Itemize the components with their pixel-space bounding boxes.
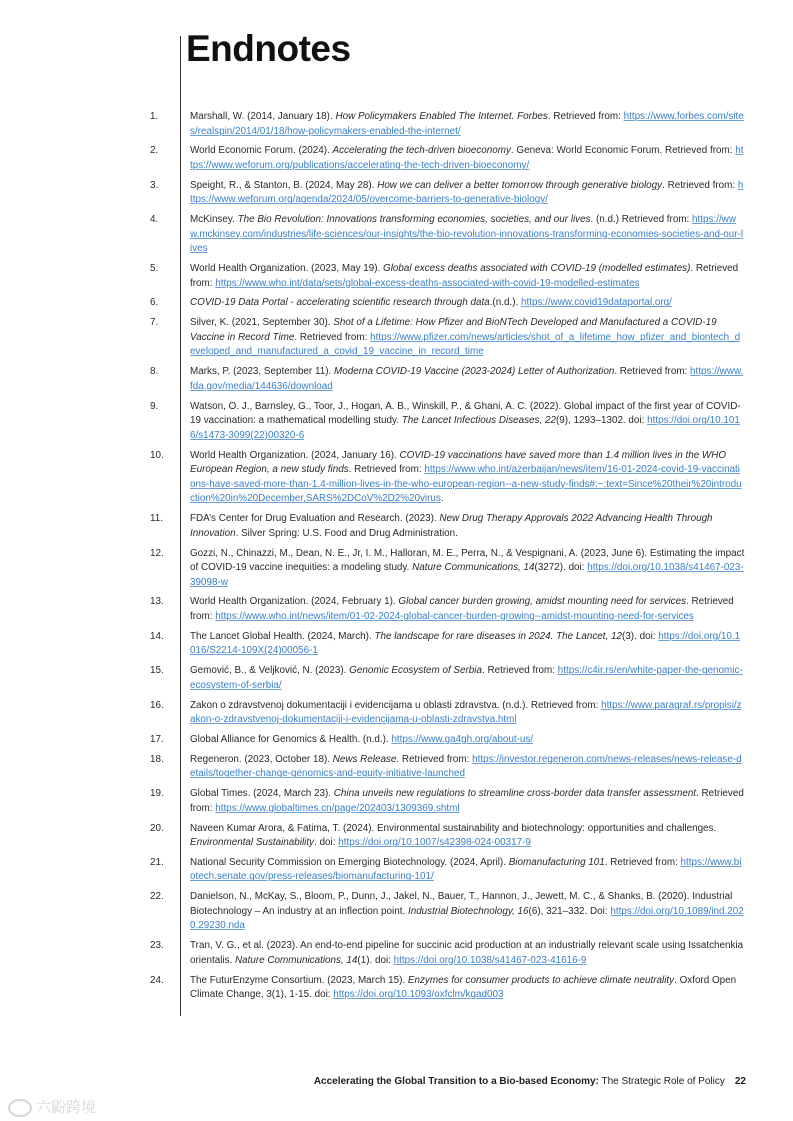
endnote-text: . Silver Spring: U.S. Food and Drug Administration.	[235, 527, 458, 539]
endnote-item	[0, 974, 745, 1003]
endnote-item	[0, 630, 745, 659]
endnote-item	[0, 316, 745, 360]
watermark-text: 六鼢跨境	[36, 1099, 97, 1116]
endnote-text: World Health Organization. (2023, May 19).	[190, 263, 384, 275]
endnote-link[interactable]: https://doi.org/10.1093/oxfclm/kgad003	[333, 989, 504, 1001]
endnote-number: 2.	[150, 145, 159, 157]
endnote-italic-title: Industrial Biotechnology, 16	[407, 905, 529, 917]
endnote-number: 24.	[150, 974, 164, 986]
endnote-number: 1.	[150, 111, 159, 122]
endnote-text: . Retrieved from:	[190, 263, 739, 289]
endnote-italic-title: Environmental Sustainability	[190, 837, 315, 849]
endnote-link[interactable]: https://www.pfizer.com/news/articles/shot_of_a_lifetime_how_pfizer_and_biontech_developed_and_manufactured_a_covid_19_vaccine_in_record_time	[190, 331, 741, 358]
endnote-item	[0, 753, 745, 782]
endnote-link[interactable]: https://www.weforum.org/publications/accelerating-the-tech-driven-bioeconomy/	[190, 145, 744, 171]
endnote-italic-title: COVID-19 Data Portal - accelerating scientific research through data	[190, 297, 490, 309]
endnote-number: 23.	[150, 940, 164, 952]
endnote-item	[0, 822, 745, 851]
endnote-item	[0, 400, 745, 444]
page-title: Endnotes	[186, 28, 351, 69]
endnote-item	[0, 699, 745, 728]
endnote-item	[0, 144, 745, 173]
endnote-link[interactable]: https://www.globaltimes.cn/page/202403/1309369.shtml	[215, 802, 460, 814]
endnote-number: 15.	[150, 665, 164, 677]
endnote-link[interactable]: https://c4ir.rs/en/white-paper-the-genomic-ecosystem-of-serbia/	[190, 665, 743, 691]
page-number: 22	[734, 1076, 746, 1087]
endnote-link[interactable]: https://www.who.int/data/sets/global-excess-deaths-associated-with-covid-19-modelled-estimates	[215, 277, 640, 289]
endnote-number: 8.	[150, 366, 159, 378]
endnote-text: Gozzi, N., Chinazzi, M., Dean, N. E., Jr, I. M., Halloran, M. E., Perra, N., & Vespignani, A. (2023, June 6). Estimating the impact of COVID-19 vaccine inequities: a modeling study.	[190, 547, 745, 574]
endnote-item	[0, 595, 745, 624]
endnote-link[interactable]: https://doi.org/10.1089/ind.2020.29230.nda	[190, 905, 744, 932]
endnote-link[interactable]: https://doi.org/10.1038/s41467-023-41616-9	[393, 954, 587, 966]
endnote-link[interactable]: https://investor.regeneron.com/news-releases/news-release-details/together-change-genomics-and-equity-initiative-launched	[190, 753, 742, 780]
endnote-number: 17.	[150, 733, 164, 745]
endnote-item	[0, 547, 745, 591]
endnote-number: 10.	[150, 449, 164, 461]
endnote-text: Marshall, W. (2014, January 18).	[190, 111, 336, 122]
endnote-text: The Lancet Global Health. (2024, March).	[190, 630, 375, 642]
endnote-link[interactable]: https://www.covid19dataportal.org/	[520, 297, 672, 309]
endnote-text: Marks, P. (2023, September 11).	[190, 366, 334, 378]
endnote-text: (1). doi:	[357, 954, 394, 966]
endnote-italic-title: News Release	[332, 753, 397, 765]
endnote-text: (6), 321–332. Doi:	[528, 905, 611, 917]
endnote-italic-title: China unveils new regulations to streamline cross-border data transfer assessment	[333, 788, 697, 800]
endnote-text: .(n.d.).	[489, 297, 521, 309]
endnote-italic-title: Enzymes for consumer products to achieve climate neutrality	[407, 974, 675, 986]
endnote-text: . Retrieved from:	[614, 366, 691, 378]
endnote-link[interactable]: https://www.paragraf.rs/propisi/zakon-o-zdravstvenoj-dokumentaciji-i-evidencijama-u-oblasti-zdravstva.html	[190, 699, 742, 726]
endnote-link[interactable]: https://doi.org/10.1007/s42398-024-00317-9	[338, 837, 531, 849]
endnote-text: Tran, V. G., et al. (2023). An end-to-end pipeline for succinic acid production at an industrially relevant scale using Issatchenkia orientalis.	[190, 940, 744, 966]
endnote-item	[0, 365, 745, 394]
endnote-text: . Geneva: World Economic Forum. Retrieved from:	[510, 145, 736, 157]
endnote-item	[0, 733, 745, 748]
endnote-italic-title: Shot of a Lifetime: How Pfizer and BioNTech Developed and Manufactured a COVID-19 Vaccine in Record Time	[190, 317, 717, 343]
endnote-link[interactable]: https://www.weforum.org/agenda/2024/05/overcome-barriers-to-generative-biology/	[190, 179, 744, 206]
endnote-text: (3272). doi:	[534, 562, 588, 574]
endnote-number: 20.	[150, 822, 164, 834]
endnote-text: World Health Organization. (2024, January 16).	[190, 449, 400, 461]
endnote-number: 13.	[150, 596, 164, 608]
endnote-text: . Retrieved from:	[190, 788, 744, 814]
endnote-italic-title: Nature Communications, 14	[235, 954, 358, 966]
endnote-number: 7.	[150, 317, 159, 329]
watermark-logo-icon	[8, 1099, 32, 1117]
endnote-text: World Health Organization. (2024, February 1).	[190, 596, 399, 608]
endnote-text: . Retrieved from:	[190, 596, 734, 623]
endnote-text: . (n.d.) Retrieved from:	[590, 214, 693, 226]
endnote-text: (9), 1293–1302. doi:	[555, 415, 648, 427]
endnote-item	[0, 110, 745, 139]
endnote-link[interactable]: https://www.biotech.senate.gov/press-releases/biomanufacturing-101/	[190, 856, 742, 883]
endnote-number: 14.	[150, 630, 164, 642]
endnote-text: . Oxford Open Climate Change, 3(1), 1-15. doi:	[190, 974, 737, 1001]
endnote-item	[0, 939, 745, 968]
endnote-number: 21.	[150, 856, 164, 868]
endnote-link[interactable]: https://doi.org/10.1038/s41467-023-39098-w	[190, 562, 744, 588]
endnote-italic-title: Nature Communications, 14	[412, 562, 535, 574]
endnote-item	[0, 296, 745, 311]
endnote-text: Gemović, B., & Veljković, N. (2023).	[190, 665, 350, 677]
endnote-number: 12.	[150, 547, 164, 559]
footer-report-subtitle: The Strategic Role of Policy	[598, 1076, 725, 1087]
endnote-text: . Retrieved from:	[662, 179, 738, 191]
endnote-number: 18.	[150, 753, 164, 765]
endnote-number: 19.	[150, 788, 164, 800]
endnote-text: Naveen Kumar Arora, & Fatima, T. (2024). Environmental sustainability and biotechnology: opportunities and challenges.	[190, 822, 717, 834]
endnote-text: Watson, O. J., Barnsley, G., Toor, J., Hogan, A. B., Winskill, P., & Ghani, A. C. (2022). Global impact of the first year of COVID-19 vaccination: a mathematical modelling study.	[190, 400, 741, 427]
endnote-item	[0, 213, 745, 257]
endnote-link[interactable]: https://www.who.int/news/item/01-02-2024-global-cancer-burden-growing--amidst-mounting-need-for-services	[215, 611, 694, 623]
endnote-item	[0, 890, 745, 934]
endnote-text: Speight, R., & Stanton, B. (2024, May 28).	[190, 179, 378, 191]
endnote-text: .	[440, 493, 444, 505]
endnote-italic-title: Biomanufacturing 101	[508, 856, 605, 868]
page-footer	[314, 1076, 746, 1087]
endnote-number: 6.	[150, 297, 159, 309]
endnote-italic-title: How Policymakers Enabled The Internet. Forbes	[335, 111, 548, 122]
endnote-text: . Retrieved from:	[547, 111, 624, 122]
endnote-number: 22.	[150, 891, 164, 903]
endnote-text: World Economic Forum. (2024).	[190, 145, 333, 157]
watermark	[8, 1096, 96, 1117]
endnote-italic-title: Global excess deaths associated with COVID-19 (modelled estimates)	[383, 263, 691, 275]
endnote-link[interactable]: https://www.fda.gov/media/144636/download	[190, 366, 744, 392]
endnote-text: Regeneron. (2023, October 18).	[190, 753, 333, 765]
endnote-text: (3). doi:	[622, 630, 659, 642]
endnote-text: . Retrieved from:	[481, 665, 558, 677]
endnote-italic-title: The Lancet Infectious Diseases, 22	[401, 415, 556, 427]
endnote-text: Global Times. (2024, March 23).	[190, 788, 334, 800]
endnote-link[interactable]: https://www.mckinsey.com/industries/life-sciences/our-insights/the-bio-revolution-innovations-transforming-economies-societies-and-our-lives	[190, 214, 744, 255]
endnote-text: . doi:	[314, 837, 339, 849]
endnote-italic-title: The landscape for rare diseases in 2024. The Lancet, 12	[374, 630, 623, 642]
endnote-text: Silver, K. (2021, September 30).	[190, 317, 334, 329]
endnote-text: . Retrieved from:	[348, 464, 425, 476]
footer-report-title: Accelerating the Global Transition to a Bio-based Economy:	[313, 1076, 599, 1087]
endnote-link[interactable]: https://doi.org/10.1016/s1473-3099(22)00320-6	[190, 415, 740, 441]
endnote-item	[0, 787, 745, 816]
endnote-item	[0, 512, 745, 541]
endnote-italic-title: Global cancer burden growing, amidst mounting need for services	[398, 596, 687, 608]
endnote-text: . Retrieved from:	[396, 753, 473, 765]
endnote-text: Zakon o zdravstvenoj dokumentaciji i evidencijama u oblasti zdravstva. (n.d.). Retrieved from:	[190, 699, 602, 711]
endnote-text: Global Alliance for Genomics & Health. (n.d.).	[190, 733, 392, 745]
endnote-link[interactable]: https://www.forbes.com/sites/realspin/2014/01/18/how-policymakers-enabled-the-internet/	[190, 111, 744, 137]
endnote-text: McKinsey.	[190, 214, 238, 226]
endnote-italic-title: The Bio Revolution: Innovations transforming economies, societies, and our lives	[237, 214, 591, 226]
endnote-number: 9.	[150, 400, 159, 412]
endnote-italic-title: New Drug Therapy Approvals 2022 Advancing Health Through Innovation	[190, 513, 713, 539]
endnote-link[interactable]: https://doi.org/10.1016/S2214-109X(24)00056-1	[190, 630, 741, 657]
endnote-italic-title: How we can deliver a better tomorrow through generative biology	[377, 179, 663, 191]
endnote-text: . Retrieved from:	[294, 331, 371, 343]
endnote-italic-title: Accelerating the tech-driven bioeconomy	[332, 145, 511, 157]
endnote-link[interactable]: https://www.who.int/azerbaijan/news/item/16-01-2024-covid-19-vaccinations-have-saved-more-than-1.4-million-lives-in-the-who-european-region--a-new-study-finds#:~:text=Since%20their%20introduction%20in%20December,SARS%2DCoV%2D2%20virus	[190, 464, 742, 505]
endnote-item	[0, 449, 745, 507]
endnotes-list	[0, 110, 793, 1008]
endnote-text: Danielson, N., McKay, S., Bloom, P., Dunn, J., Jakel, N., Bauer, T., Hannon, J., Jewett, M. C., & Shanks, B. (2020). Industrial Biotechnology – An industry at an inflection point.	[190, 891, 733, 917]
endnote-item	[0, 856, 745, 885]
endnote-item	[0, 179, 745, 208]
endnote-number: 16.	[150, 699, 164, 711]
endnote-number: 5.	[150, 263, 159, 275]
endnote-italic-title: COVID-19 vaccinations have saved more than 1.4 million lives in the WHO European Region, a new study finds	[190, 449, 727, 476]
endnote-italic-title: Genomic Ecosystem of Serbia	[349, 665, 482, 677]
endnote-number: 3.	[150, 179, 159, 191]
endnote-item	[0, 262, 745, 291]
endnote-text: . Retrieved from:	[604, 856, 681, 868]
endnote-italic-title: Moderna COVID-19 Vaccine (2023-2024) Letter of Authorization	[334, 366, 615, 378]
endnote-text: FDA’s Center for Drug Evaluation and Research. (2023).	[190, 513, 440, 525]
endnote-item	[0, 664, 745, 693]
endnote-number: 11.	[150, 513, 163, 525]
endnote-text: The FuturEnzyme Consortium. (2023, March 15).	[190, 974, 408, 986]
endnote-text: National Security Commission on Emerging Biotechnology. (2024, April).	[190, 856, 509, 868]
endnote-number: 4.	[150, 214, 159, 226]
endnote-link[interactable]: https://www.ga4gh.org/about-us/	[391, 733, 534, 745]
